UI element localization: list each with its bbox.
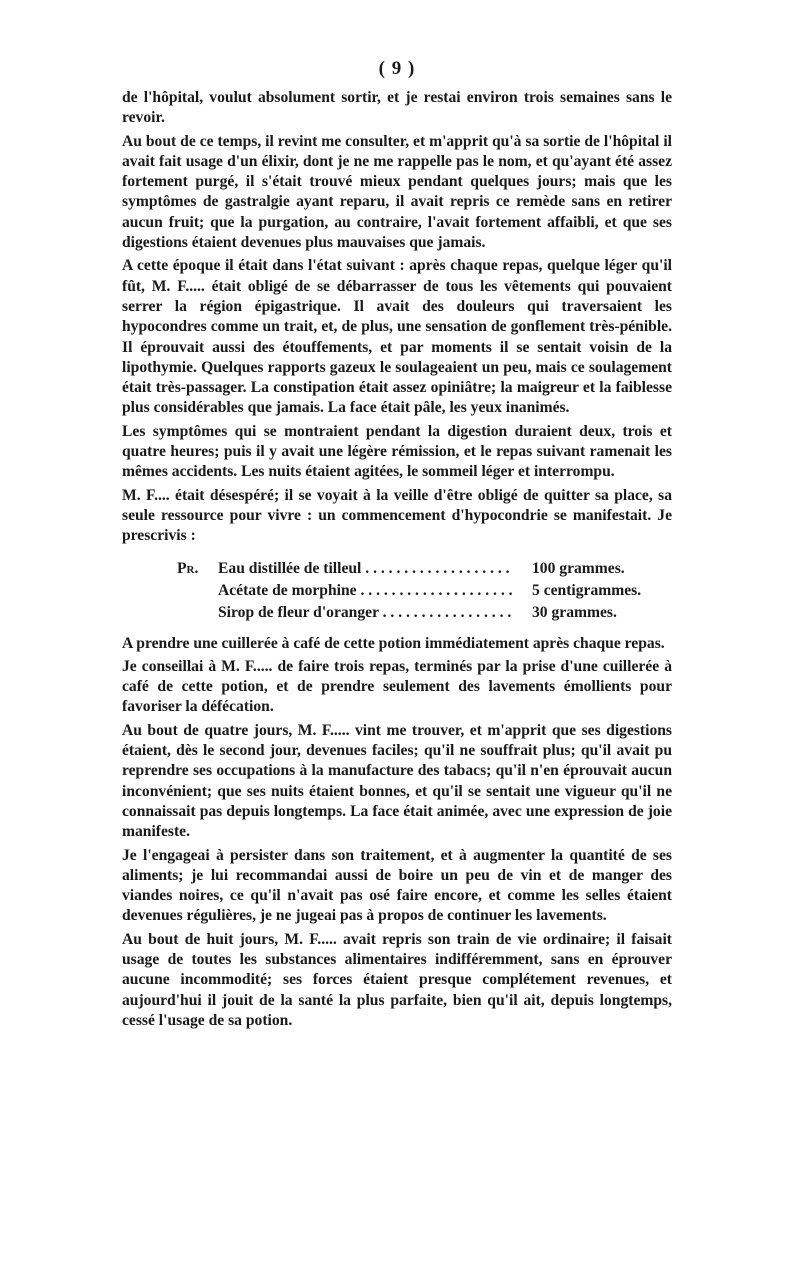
- paragraph-1: de l'hôpital, voulut absolument sortir, et je restai environ trois semaines sans le revoir.: [122, 89, 672, 127]
- prescription-item: [122, 558, 672, 580]
- paragraph-3: A cette époque il était dans l'état suivant : après chaque repas, quelque léger qu'il fût, M. F..... était obligé de se débarrasser de tous les vêtements qui pouvaient serrer la région épigastrique. Il avait des douleurs qui traversaient les hypocondres comme un trait, et, de plus, une sensation de gonflement très-pénible. Il éprouvait aussi des étouffements, et par moments il se sentait voisin de la lipothymie. Quelques rapports gazeux le soulageaient un peu, mais ce soulagement était très-passager. La constipation était assez opiniâtre; la maigreur et la faiblesse plus considérables que jamais. La face était pâle, les yeux inanimés.: [122, 257, 672, 417]
- paragraph-8: Au bout de quatre jours, M. F..... vint me trouver, et m'apprit que ses digestions étaient, dès le second jour, devenues faciles; qu'il ne souffrait plus; qu'il avait pu reprendre ses occupations à la manufacture des tabacs; qu'il n'en éprouvait aucun inconvénient; que ses nuits étaient bonnes, et qu'il se sentait une vigueur qu'il ne connaissait pas depuis longtemps. La face était animée, avec une expression de joie manifeste.: [122, 721, 672, 841]
- prescription-item-quantity: 5 centigrammes.: [532, 581, 642, 599]
- page-number: ( 9 ): [378, 58, 416, 79]
- document-page: [122, 58, 672, 1034]
- prescription-item: [122, 580, 672, 602]
- prescription-item-quantity: 100 grammes.: [532, 559, 625, 577]
- paragraph-4: Les symptômes qui se montraient pendant la digestion duraient deux, trois et quatre heures; puis il y avait une légère rémission, et le repas suivant ramenait les mêmes accidents. Les nuits étaient agitées, le sommeil léger et interrompu.: [122, 422, 672, 481]
- prescription-item-name: Sirop de fleur d'oranger . . .: [218, 602, 513, 624]
- paragraph-5: M. F.... était désespéré; il se voyait à la veille d'être obligé de quitter sa place, sa seule ressource pour vivre : un commencement d'hypocondrie se manifestait. Je prescrivis :: [122, 486, 672, 545]
- prescription-item: [122, 602, 672, 624]
- prescription-label: Pr.: [177, 559, 199, 577]
- prescription: [122, 558, 672, 624]
- paragraph-7: Je conseillai à M. F..... de faire trois repas, terminés par la prise d'une cuillerée à café de cette potion, et de prendre seulement des lavements émollients pour favoriser la défécation.: [122, 657, 672, 716]
- prescription-item-name: Eau distillée de tilleul . . .: [218, 558, 513, 580]
- prescription-item-name: Acétate de morphine . . .: [218, 580, 513, 602]
- paragraph-2: Au bout de ce temps, il revint me consulter, et m'apprit qu'à sa sortie de l'hôpital il avait fait usage d'un élixir, dont je ne me rappelle pas le nom, et qu'ayant été assez fortement purgé, il s'était trouvé mieux pendant quelques jours; mais que les symptômes de gastralgie ayant reparu, il avait repris ce remède sans en retirer aucun fruit; que la purgation, au contraire, l'avait fortement affaibli, et que ses digestions étaient devenues plus mauvaises que jamais.: [122, 132, 672, 252]
- prescription-item-quantity: 30 grammes.: [532, 603, 617, 621]
- paragraph-10: Au bout de huit jours, M. F..... avait repris son train de vie ordinaire; il faisait usage de toutes les substances alimentaires indifféremment, sans en éprouver aucune incommodité; ses forces étaient presque complétement revenues, et aujourd'hui il jouit de la santé la plus parfaite, bien qu'il ait, depuis longtemps, cessé l'usage de sa potion.: [122, 930, 672, 1029]
- paragraph-9: Je l'engageai à persister dans son traitement, et à augmenter la quantité de ses aliments; je lui recommandai aussi de boire un peu de vin et de manger des viandes noires, ce qu'il n'avait pas osé faire encore, et comme les selles étaient devenues régulières, je ne jugeai pas à propos de continuer les lavements.: [122, 846, 672, 925]
- paragraph-6: A prendre une cuillerée à café de cette potion immédiatement après chaque repas.: [122, 634, 665, 652]
